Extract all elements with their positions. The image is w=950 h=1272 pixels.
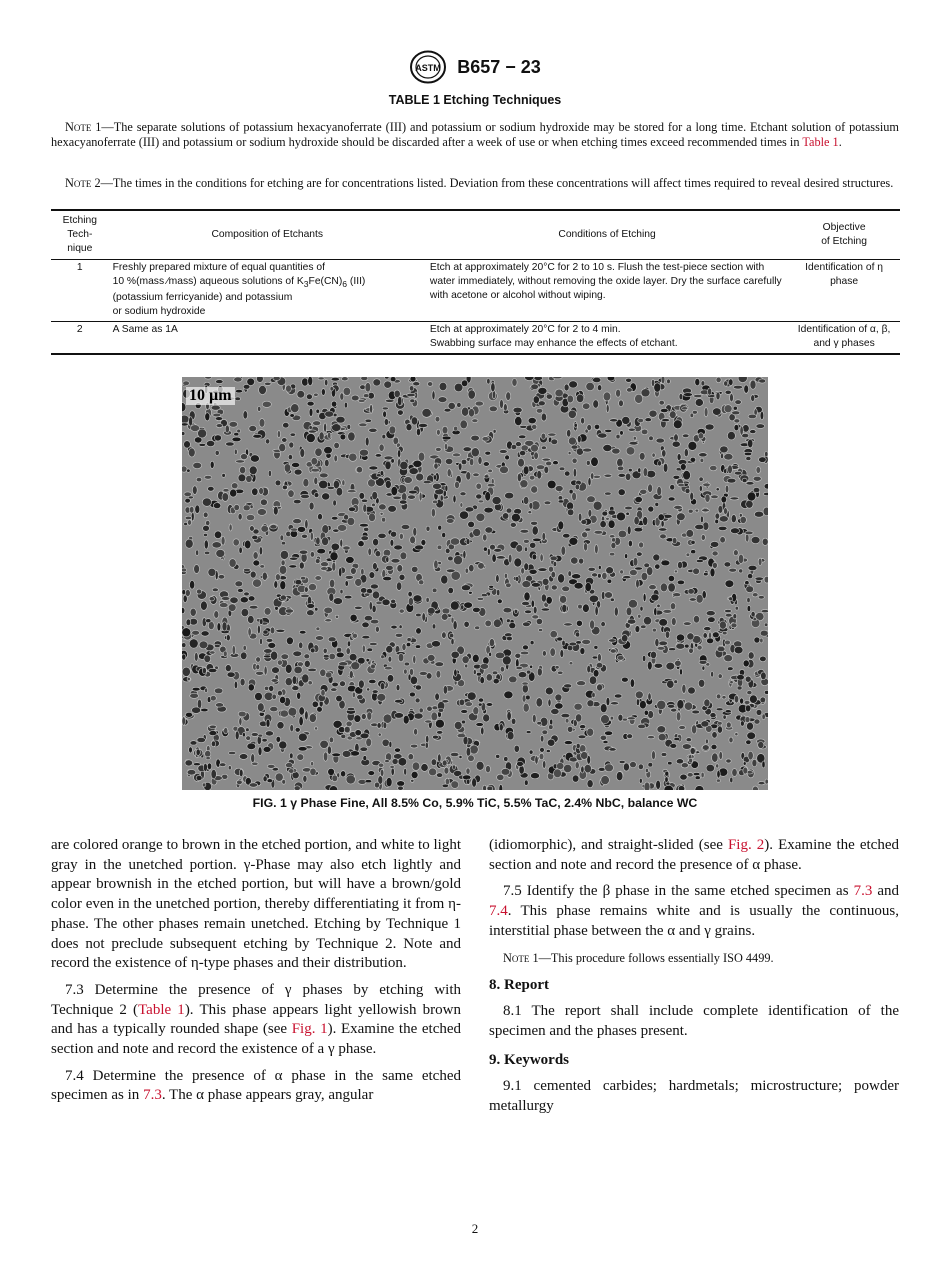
header-objective: Objective of Etching — [788, 210, 900, 260]
note-text: —The times in the conditions for etching are for concentrations listed. Deviation from these concentrations will affect times required to reveal desired structures. — [100, 176, 894, 190]
cell-objective: Identification of η phase — [788, 260, 900, 322]
table-title: TABLE 1 Etching Techniques — [388, 93, 562, 107]
subscript: 6 — [342, 279, 348, 290]
text: ). Examine the etched section and note and record the existence of a γ phase. — [51, 1021, 462, 1058]
table-note-1 — [51, 120, 899, 150]
page-number: 2 — [471, 1221, 479, 1236]
composition-text: (III) (potassium ferricyanide) and potassium or sodium hydroxide — [112, 276, 366, 318]
section-8-heading: 8. Report — [489, 976, 549, 993]
text: . The α phase appears gray, angular — [161, 1087, 374, 1104]
table-1-link[interactable]: Table 1 — [138, 1001, 185, 1018]
cell-technique: 2 — [51, 322, 109, 355]
text: 7.4 Determine the presence of α phase in the same etched specimen as in — [51, 1067, 461, 1104]
header-technique: Etching Tech- nique — [51, 210, 109, 260]
cell-composition — [109, 260, 426, 322]
text: (idiomorphic), and straight-slided (see — [489, 837, 728, 853]
scale-bar-label: 10 µm — [186, 387, 235, 405]
note-label: Note 1 — [65, 120, 102, 134]
micrograph-texture — [182, 377, 768, 790]
note-label: Note 1 — [503, 950, 539, 965]
section-7-3-link[interactable]: 7.3 — [853, 883, 873, 900]
table-1-link[interactable]: Table 1 — [802, 135, 839, 149]
paragraph-7-5 — [489, 882, 899, 941]
table-row — [51, 322, 900, 355]
fig-1-link[interactable]: Fig. 1 — [291, 1021, 328, 1038]
composition-text: Freshly prepared mixture of equal quantities of 10 %(mass ⁄mass) aqueous solutions of K — [112, 262, 325, 287]
left-column — [51, 836, 461, 1113]
grain-texture — [182, 377, 768, 790]
note-text: —The separate solutions of potassium hexacyanoferrate (III) and potassium or sodium hydroxide may be stored for a long time. Etchant solution of potassium hexacyanoferrate (III) and potassium or sodium hydroxide should be discarded after a week of use or when etching times exceed recommended times in — [51, 120, 899, 149]
paragraph-9-1: 9.1 cemented carbides; hardmetals; microstructure; powder metallurgy — [489, 1078, 899, 1115]
section-9-heading: 9. Keywords — [489, 1051, 569, 1068]
paragraph-7-4-cont — [489, 836, 899, 875]
astm-logo-text: ASTM — [415, 63, 441, 73]
cell-conditions: Etch at approximately 20°C for 2 to 4 min. Swabbing surface may enhance the effects of etchant. — [426, 322, 788, 355]
etching-techniques-table — [51, 209, 900, 355]
figure-caption: FIG. 1 γ Phase Fine, All 8.5% Co, 5.9% TiC, 5.5% TaC, 2.4% NbC, balance WC — [252, 796, 698, 810]
text: 7.3 Determine the presence of γ phases by etching with Technique 2 ( — [51, 981, 461, 1018]
text: and — [872, 883, 899, 900]
note-label: Note 2 — [65, 176, 101, 190]
paragraph-7-2-cont: are colored orange to brown in the etched portion, and white to light gray in the unetched portion. γ-Phase may also etch lightly and appear brownish in the etched portion, but will have a brown/gold color even in the unetched portion, thereby differentiating it from η-phase. The other phases remain unetched. Etching by Technique 1 does not preclude subsequent etching by Technique 2. Note and record the existence of η-type phases and their distribution. — [51, 837, 461, 972]
paragraph-8-1: 8.1 The report shall include complete identification of the specimen and the phases present. — [489, 1003, 899, 1039]
subscript: 3 — [303, 279, 309, 290]
procedure-note — [489, 950, 899, 966]
composition-text: Fe(CN) — [308, 276, 343, 287]
cell-conditions: Etch at approximately 20°C for 2 to 10 s. Flush the test-piece section with water immediately, without removing the oxide layer. Dry the surface carefully with acetone or alcohol without wiping. — [426, 260, 788, 322]
header-conditions: Conditions of Etching — [426, 210, 788, 260]
table-row — [51, 260, 900, 322]
section-7-3-link[interactable]: 7.3 — [143, 1087, 162, 1104]
cell-technique: 1 — [51, 260, 109, 322]
cell-composition: A Same as 1A — [109, 322, 426, 355]
standard-code: B657 − 23 — [457, 56, 541, 77]
note-text: —This procedure follows essentially ISO 4499. — [538, 950, 774, 965]
text: ). Examine the etched section and note and record the presence of α phase. — [489, 837, 899, 873]
table-note-2 — [51, 176, 899, 191]
paragraph-7-3 — [51, 981, 461, 1060]
note-end: . — [838, 135, 842, 149]
right-column — [489, 836, 899, 1124]
document-header — [0, 50, 950, 84]
table-header-row — [51, 210, 900, 260]
paragraph-7-4 — [51, 1067, 461, 1106]
header-composition: Composition of Etchants — [109, 210, 426, 260]
text: . This phase remains white and is usually the continuous, interstitial phase between the α and γ grains. — [489, 903, 899, 939]
fig-2-link[interactable]: Fig. 2 — [727, 837, 765, 853]
text: ). This phase appears light yellowish brown and has a typically rounded shape (see — [51, 1001, 461, 1038]
section-7-4-link[interactable]: 7.4 — [489, 903, 508, 920]
cell-objective: Identification of α, β, and γ phases — [788, 322, 900, 355]
astm-logo — [409, 50, 447, 84]
micrograph-image — [182, 377, 768, 790]
text: 7.5 Identify the β phase in the same etched specimen as — [503, 883, 854, 900]
